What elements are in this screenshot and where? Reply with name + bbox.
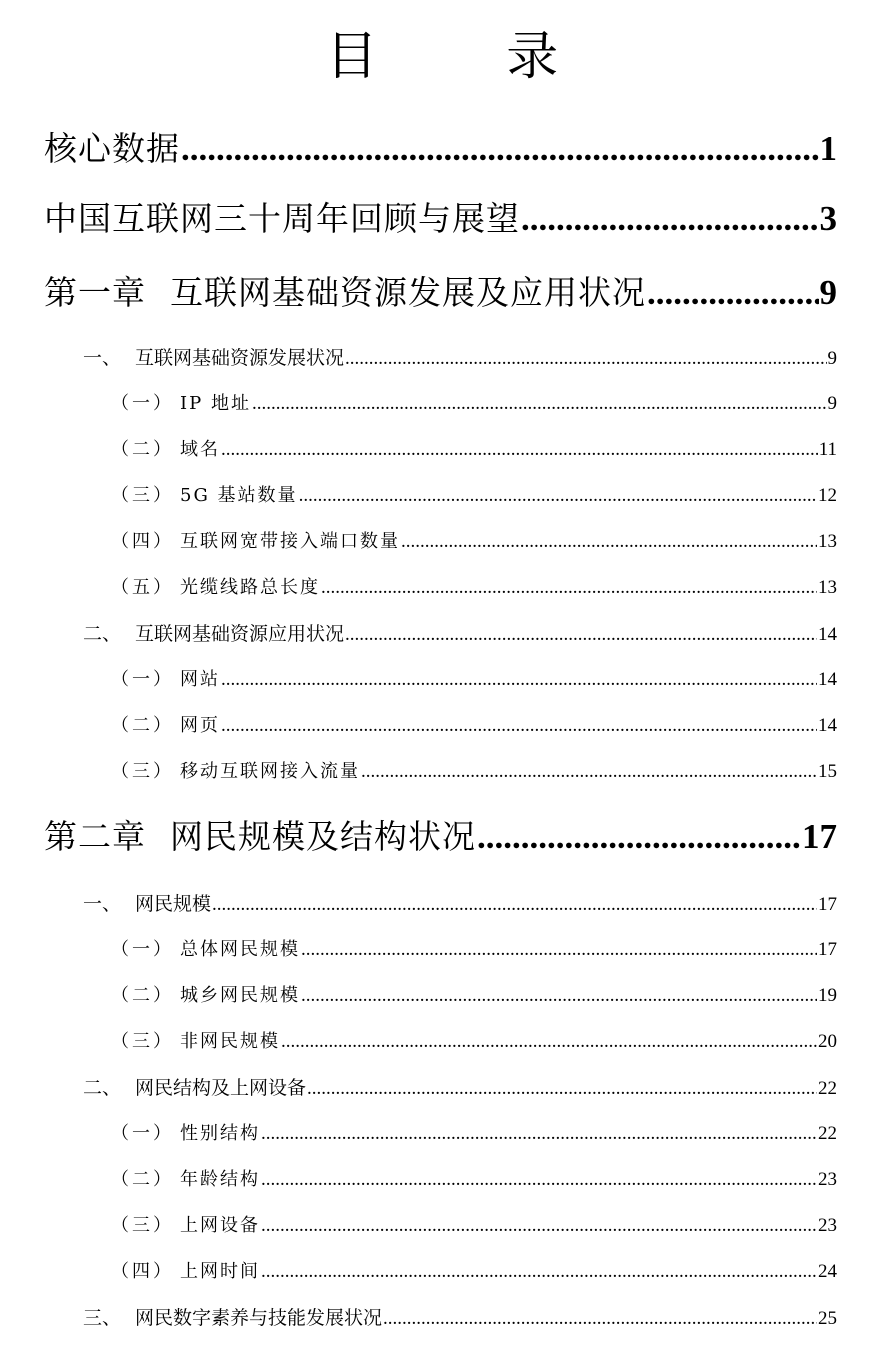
toc-label: 网站 [180,669,220,690]
leader-dots [321,575,817,601]
toc-label: 域名 [180,439,220,460]
toc-section[interactable] [83,1075,837,1101]
section-number: 三、 [83,1307,122,1329]
section-number: 二、 [83,623,122,645]
page-title: 目 录 [325,27,615,87]
subsection-number: （一） [111,669,174,690]
toc-label: 上网时间 [180,1261,260,1282]
section-number: 一、 [83,347,122,369]
toc-page-number: 14 [818,715,837,736]
toc-section[interactable] [83,1305,837,1331]
toc-page-number: 9 [827,348,837,369]
subsection-number: （二） [111,1169,174,1190]
leader-dots [261,1167,817,1193]
toc-label: 网民数字素养与技能发展状况 [135,1307,383,1329]
leader-dots [345,346,826,371]
section-number: 一、 [83,893,122,915]
subsection-number: （四） [111,1261,174,1282]
toc-page-number: 24 [818,1261,837,1282]
toc-label: 光缆线路总长度 [180,577,320,598]
leader-dots [261,1121,817,1147]
toc-subsection[interactable] [111,391,837,417]
toc-section[interactable] [83,621,837,647]
toc-label: 城乡网民规模 [180,985,300,1006]
toc-section[interactable] [83,345,837,371]
toc-subsection[interactable] [111,667,837,693]
toc-subsection[interactable] [111,1029,837,1055]
toc-label: 核心数据 [44,129,180,168]
toc-page-number: 25 [818,1308,837,1329]
leader-dots [521,194,819,244]
toc-label: 网民结构及上网设备 [135,1077,307,1099]
subsection-number: （四） [111,531,174,552]
toc-label: 中国互联网三十周年回顾与展望 [44,199,520,238]
leader-dots [221,713,817,739]
toc-page-number: 22 [818,1123,837,1144]
leader-dots [477,812,801,862]
leader-dots [261,1213,817,1239]
toc-page-number: 14 [818,669,837,690]
toc-subsection[interactable] [111,759,837,785]
toc-subsection[interactable] [111,713,837,739]
toc-page-number: 13 [818,531,837,552]
toc-subsection[interactable] [111,1259,837,1285]
toc-section[interactable] [83,891,837,917]
leader-dots [307,1076,817,1101]
toc-page-number: 13 [818,577,837,598]
leader-dots [221,437,818,463]
toc-subsection[interactable] [111,937,837,963]
leader-dots [252,391,827,417]
toc-page-number: 19 [818,985,837,1006]
leader-dots [281,1029,817,1055]
toc-label: 上网设备 [180,1215,260,1236]
toc-subsection[interactable] [111,1167,837,1193]
subsection-number: （三） [111,761,174,782]
toc-label: 移动互联网接入流量 [180,761,360,782]
leader-dots [301,983,817,1009]
leader-dots [181,124,819,174]
leader-dots [212,892,817,917]
toc-page-number: 3 [819,199,837,238]
toc-label: 年龄结构 [180,1169,260,1190]
toc-label: 性别结构 [180,1123,260,1144]
toc-label: 非网民规模 [180,1031,280,1052]
toc-page-number: 22 [818,1078,837,1099]
toc-label: 互联网基础资源应用状况 [135,623,345,645]
subsection-number: （一） [111,939,174,960]
toc-subsection[interactable] [111,983,837,1009]
chapter-number: 第一章 [44,273,146,312]
toc-subsection[interactable] [111,1213,837,1239]
toc-subsection[interactable] [111,575,837,601]
subsection-number: （三） [111,1215,174,1236]
leader-dots [647,268,819,318]
section-number: 二、 [83,1077,122,1099]
toc-page-number: 9 [827,393,837,414]
toc-chapter-2[interactable] [44,812,837,862]
leader-dots [221,667,817,693]
subsection-number: （一） [111,393,174,414]
toc-label: IP 地址 [180,393,251,414]
toc-label: 互联网宽带接入端口数量 [180,531,400,552]
toc-page-number: 12 [818,485,837,506]
subsection-number: （二） [111,439,174,460]
toc-page-number: 11 [818,439,837,460]
toc-subsection[interactable] [111,1121,837,1147]
leader-dots [401,529,817,555]
toc-page-number: 17 [818,894,837,915]
toc-label: 互联网基础资源发展及应用状况 [170,273,646,312]
leader-dots [301,937,817,963]
toc-page-number: 15 [818,761,837,782]
toc-label: 网民规模及结构状况 [170,817,476,856]
subsection-number: （三） [111,1031,174,1052]
toc-subsection[interactable] [111,437,837,463]
toc-entry-core[interactable] [44,124,837,174]
subsection-number: （五） [111,577,174,598]
toc-subsection[interactable] [111,483,837,509]
toc-label: 5G 基站数量 [180,485,298,506]
chapter-number: 第二章 [44,817,146,856]
toc-page-number: 23 [818,1215,837,1236]
toc-page-number: 1 [819,129,837,168]
toc-page-number: 17 [802,817,837,856]
toc-page-number: 9 [819,273,837,312]
toc-page-number: 23 [818,1169,837,1190]
leader-dots [345,622,817,647]
toc-page-number: 14 [818,624,837,645]
toc-page-number: 17 [818,939,837,960]
toc-entry-review[interactable] [44,194,837,244]
toc-label: 网民规模 [135,893,212,915]
toc-label: 互联网基础资源发展状况 [135,347,345,369]
toc-label: 网页 [180,715,220,736]
subsection-number: （二） [111,985,174,1006]
toc-label: 总体网民规模 [180,939,300,960]
leader-dots [261,1259,817,1285]
toc-subsection[interactable] [111,529,837,555]
subsection-number: （二） [111,715,174,736]
leader-dots [383,1306,817,1331]
leader-dots [361,759,817,785]
toc-page-number: 20 [818,1031,837,1052]
leader-dots [299,483,817,509]
subsection-number: （三） [111,485,174,506]
toc-chapter-1[interactable] [44,268,837,318]
subsection-number: （一） [111,1123,174,1144]
